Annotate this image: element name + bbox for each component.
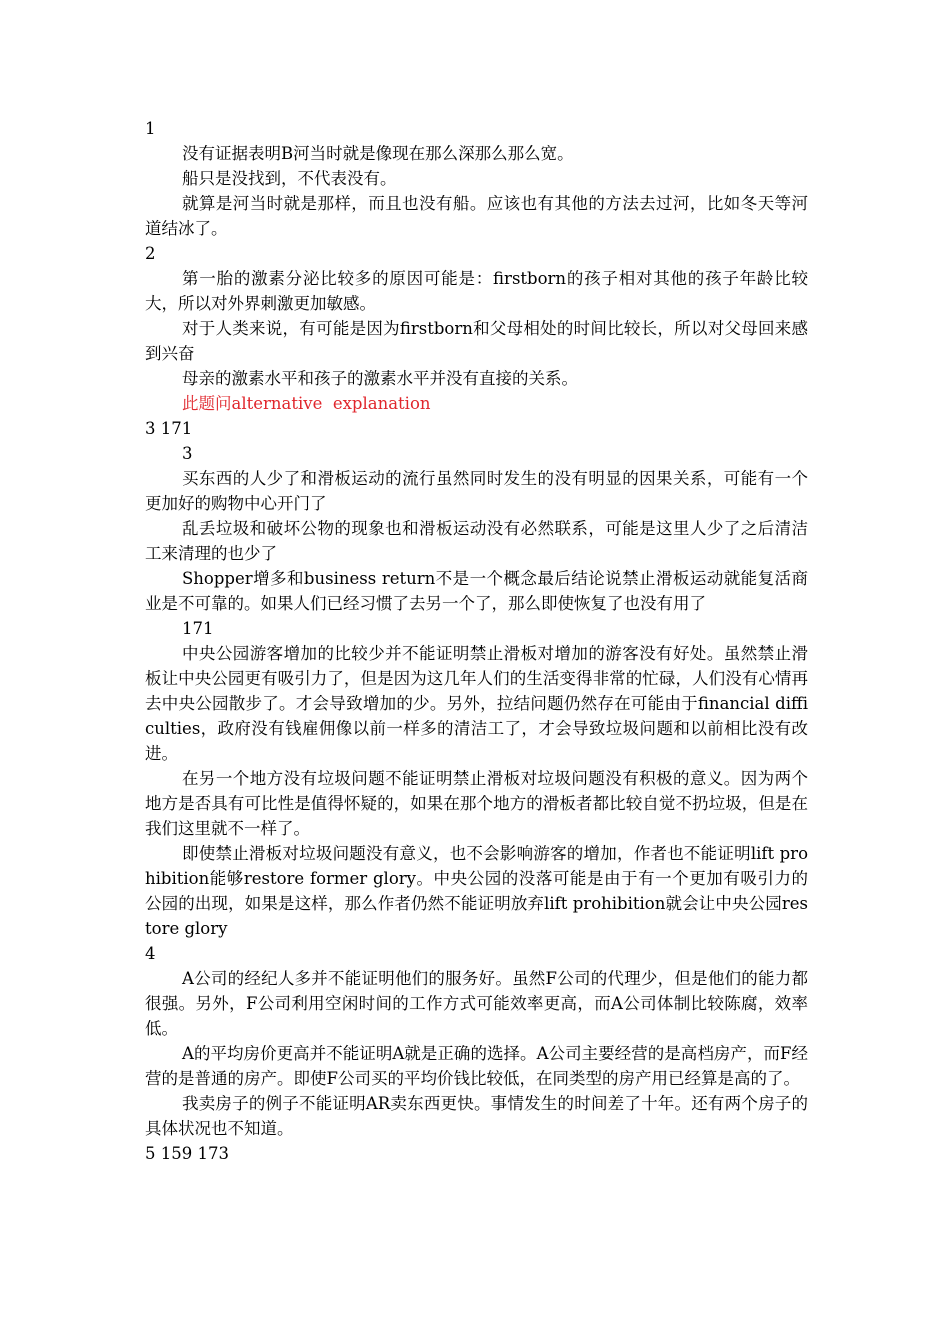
paragraph: A的平均房价更高并不能证明A就是正确的选择。A公司主要经营的是高档房产，而F经营的是普通的房产。即使F公司买的平均价钱比较低，在同类型的房产用已经算是高的了。 — [145, 1044, 808, 1088]
section-number: 2 — [145, 244, 156, 263]
sub-number: 171 — [182, 619, 214, 638]
section-number: 1 — [145, 119, 156, 138]
section-number: 4 — [145, 944, 156, 963]
section-number: 3 171 — [145, 419, 193, 438]
sub-number: 3 — [182, 444, 193, 463]
red-note: 此题问alternative explanation — [182, 394, 431, 413]
paragraph: 中央公园游客增加的比较少并不能证明禁止滑板对增加的游客没有好处。虽然禁止滑板让中央公园更有吸引力了，但是因为这几年人们的生活变得非常的忙碌，人们没有心情再去中央公园散步了。才会导致增加的少。另外，拉结问题仍然存在可能由于financial difficulties，政府没有钱雇佣像以前一样多的清洁工了，才会导致垃圾问题和以前相比没有改进。 — [145, 644, 808, 763]
section-number: 5 159 173 — [145, 1144, 229, 1163]
paragraph: 第一胎的激素分泌比较多的原因可能是：firstborn的孩子相对其他的孩子年龄比较大，所以对外界刺激更加敏感。 — [145, 269, 808, 313]
paragraph: 没有证据表明B河当时就是像现在那么深那么那么宽。 — [182, 144, 574, 163]
paragraph: Shopper增多和business return不是一个概念最后结论说禁止滑板运动就能复活商业是不可靠的。如果人们已经习惯了去另一个了，那么即使恢复了也没有用了 — [145, 569, 808, 613]
paragraph: A公司的经纪人多并不能证明他们的服务好。虽然F公司的代理少，但是他们的能力都很强。另外，F公司利用空闲时间的工作方式可能效率更高，而A公司体制比较陈腐，效率低。 — [145, 969, 808, 1038]
paragraph: 就算是河当时就是那样，而且也没有船。应该也有其他的方法去过河，比如冬天等河道结冰了。 — [145, 194, 808, 238]
paragraph: 买东西的人少了和滑板运动的流行虽然同时发生的没有明显的因果关系，可能有一个更加好的购物中心开门了 — [145, 469, 808, 513]
paragraph: 在另一个地方没有垃圾问题不能证明禁止滑板对垃圾问题没有积极的意义。因为两个地方是否具有可比性是值得怀疑的，如果在那个地方的滑板者都比较自觉不扔垃圾，但是在我们这里就不一样了。 — [145, 769, 808, 838]
paragraph: 母亲的激素水平和孩子的激素水平并没有直接的关系。 — [182, 369, 578, 388]
document-page — [145, 116, 808, 1166]
paragraph: 乱丢垃圾和破坏公物的现象也和滑板运动没有必然联系，可能是这里人少了之后清洁工来清理的也少了 — [145, 519, 808, 563]
paragraph: 对于人类来说，有可能是因为firstborn和父母相处的时间比较长，所以对父母回来感到兴奋 — [145, 319, 808, 363]
paragraph: 我卖房子的例子不能证明AR卖东西更快。事情发生的时间差了十年。还有两个房子的具体状况也不知道。 — [145, 1094, 808, 1138]
paragraph: 船只是没找到，不代表没有。 — [182, 169, 397, 188]
paragraph: 即使禁止滑板对垃圾问题没有意义，也不会影响游客的增加，作者也不能证明lift prohibition能够restore former glory。中央公园的没落可能是由于有一个更加有吸引力的公园的出现，如果是这样，那么作者仍然不能证明放弃lift prohibition就会让中央公园restore glory — [145, 844, 808, 938]
